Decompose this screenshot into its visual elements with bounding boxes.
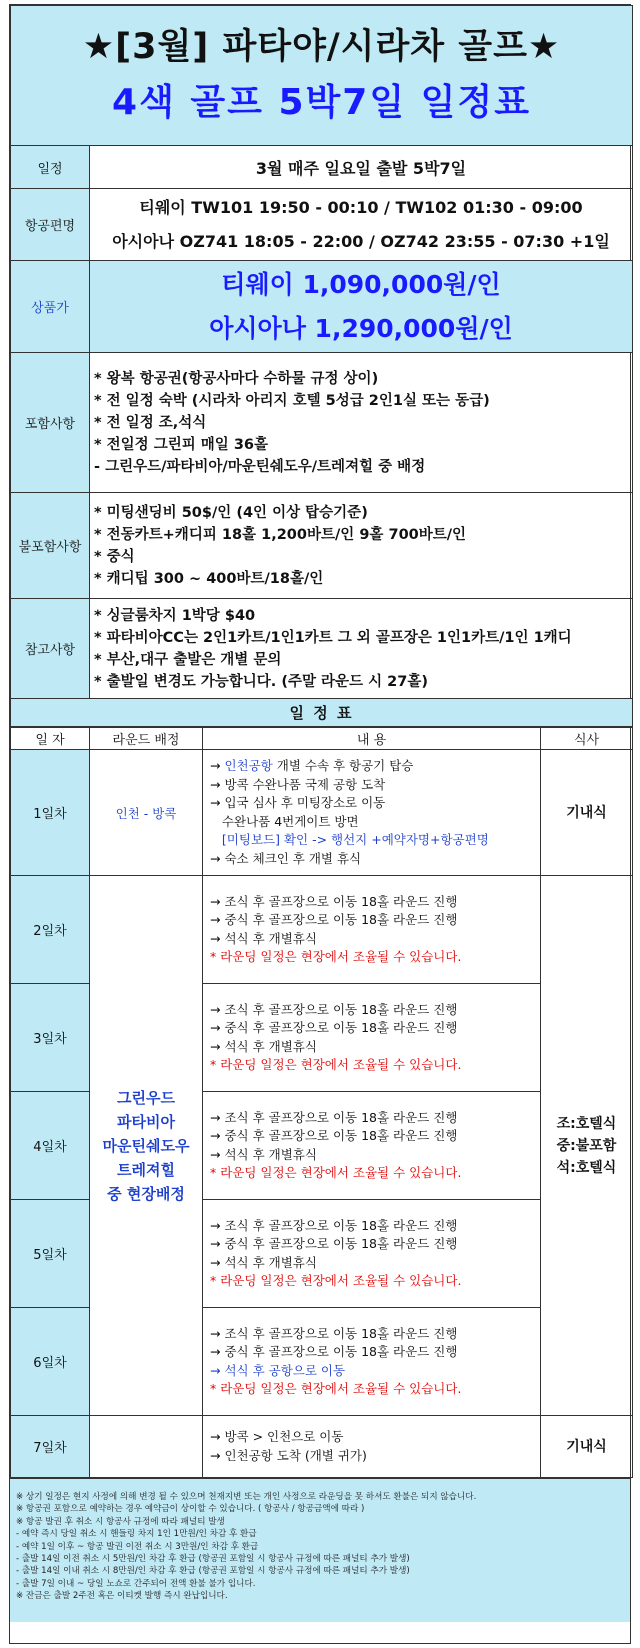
itinerary-table [10, 727, 633, 1478]
price-line-tway: 티웨이 1,090,000원/인 [221, 269, 501, 299]
list-item: * 부산,대구 출발은 개별 문의 [94, 651, 282, 668]
list-item: * 전일정 그린피 매일 36홀 [94, 436, 269, 453]
included-list [90, 353, 633, 493]
list-item: * 캐디팁 300 ~ 400바트/18홀/인 [94, 570, 324, 587]
day-label: 1일차 [11, 750, 90, 876]
list-item: * 전 일정 조,석식 [94, 414, 207, 431]
list-item: * 싱글룸차지 1박당 $40 [94, 607, 256, 624]
footer-line: ※ 잔금은 출발 2주전 혹은 이티켓 발행 즉시 완납입니다. [16, 1591, 228, 1602]
day-label: 4일차 [11, 1092, 90, 1200]
notes-list [90, 599, 633, 699]
flight-line-asiana: 아시아나 OZ741 18:05 - 22:00 / OZ742 23:55 - 07:30 +1일 [112, 231, 610, 251]
flight-value [90, 189, 633, 261]
content-line: → 인천공항 개별 수속 후 항공기 탑승 [210, 758, 414, 773]
footer-line: - 출발 14일 이전 취소 시 5만원/인 차감 후 환급 (항공권 포함일 시 항공사 규정에 따른 패널티 추가 발생) [16, 1554, 410, 1565]
list-item: * 왕복 항공권(항공사마다 수하물 규정 상이) [94, 370, 379, 387]
footer-line: ※ 항공 발권 후 취소 시 항공사 규정에 따라 패널티 발생 [16, 1516, 225, 1527]
content-line: → 방콕 수완나품 국제 공항 도착 [210, 776, 386, 792]
footer-line: - 예약 1일 이후 ~ 항공 발권 이전 취소 시 3만원/인 차감 후 환급 [16, 1541, 259, 1552]
table-row [11, 1416, 633, 1478]
info-table [10, 5, 633, 727]
content-line: [미팅보드] 확인 -> 행선지 +예약자명+항공편명 [221, 832, 489, 847]
main-title: ★[3월] 파타야/시라차 골프★ [82, 26, 561, 67]
header-day: 일 자 [11, 728, 90, 750]
list-item: - 그린우드/파타비아/마운틴쉐도우/트레져힐 중 배정 [94, 458, 426, 475]
itinerary-document [9, 4, 631, 1644]
golf-meal-cell: 조:호텔식 중:불포함 석:호텔식 [541, 876, 633, 1416]
sub-title: 4색 골프 5박7일 일정표 [112, 81, 531, 123]
list-item: * 전 일정 숙박 (시라차 아리지 호텔 5성급 2인1실 또는 동급) [94, 392, 490, 409]
footer-line: - 출발 14일 이내 취소 시 8만원/인 차감 후 환급 (항공권 포함일 시 항공사 규정에 따른 패널티 추가 발생) [16, 1566, 410, 1577]
price-value [90, 261, 633, 353]
header-round: 라운드 배정 [90, 728, 203, 750]
table-row [11, 750, 633, 876]
content-line: → 입국 심사 후 미팅장소로 이동 [210, 795, 386, 810]
price-line-asiana: 아시아나 1,290,000원/인 [209, 313, 513, 343]
footer-notes [10, 1478, 630, 1622]
header-meal: 식사 [541, 728, 633, 750]
day-label: 6일차 [11, 1308, 90, 1416]
itinerary-title: 일 정 표 [11, 699, 633, 727]
footer-line: - 예약 즉시 당일 취소 시 핸들링 차지 1인 1만원/인 차감 후 환급 [16, 1529, 257, 1540]
notes-label: 참고사항 [11, 599, 90, 699]
content-cell: → 조식 후 골프장으로 이동 18홀 라운드 진행 → 중식 후 골프장으로 이동 18홀 라운드 진행 → 석식 후 개별휴식 * 라운딩 일정은 현장에서 조율될 수 있습니다. [203, 984, 541, 1092]
table-row [11, 876, 633, 984]
footer-line: - 출발 7일 이내 ~ 당일 노쇼로 간주되어 전액 환불 불가 입니다. [16, 1578, 256, 1589]
content-line: → 숙소 체크인 후 개별 휴식 [210, 850, 362, 866]
day-label: 7일차 [11, 1416, 90, 1478]
day-label: 3일차 [11, 984, 90, 1092]
content-cell: → 조식 후 골프장으로 이동 18홀 라운드 진행 → 중식 후 골프장으로 이동 18홀 라운드 진행 → 석식 후 공항으로 이동 * 라운딩 일정은 현장에서 조율될 수 있습니다. [203, 1308, 541, 1416]
day-label: 5일차 [11, 1200, 90, 1308]
flight-label: 항공편명 [11, 189, 90, 261]
route-cell-empty [90, 1416, 203, 1478]
list-item: * 출발일 변경도 가능합니다. (주말 라운드 시 27홀) [94, 673, 428, 690]
meal-cell: 기내식 [541, 1416, 633, 1478]
route-cell: 인천 - 방콕 [90, 750, 203, 876]
list-item: * 전동카트+캐디피 18홀 1,200바트/인 9홀 700바트/인 [94, 526, 467, 543]
title-block [11, 6, 633, 146]
golf-route-cell: 그린우드 파타비아 마운틴쉐도우 트레져힐 중 현장배정 [90, 876, 203, 1416]
content-cell: → 방콕 > 인천으로 이동 → 인천공항 도착 (개별 귀가) [203, 1416, 541, 1478]
list-item: * 파타비아CC는 2인1카트/1인1카트 그 외 골프장은 1인1카트/1인 1캐디 [94, 629, 572, 646]
content-cell: → 조식 후 골프장으로 이동 18홀 라운드 진행 → 중식 후 골프장으로 이동 18홀 라운드 진행 → 석식 후 개별휴식 * 라운딩 일정은 현장에서 조율될 수 있습니다. [203, 876, 541, 984]
list-item: * 미팅샌딩비 50$/인 (4인 이상 탑승기준) [94, 504, 368, 521]
footer-line: ※ 상기 일정은 현지 사정에 의해 변경 될 수 있으며 천재지변 또는 개인 사정으로 라운딩을 못 하셔도 환불은 되지 않습니다. [16, 1492, 477, 1502]
list-item: * 중식 [94, 548, 135, 565]
content-cell [203, 750, 541, 876]
schedule-label: 일정 [11, 146, 90, 189]
itinerary-header-row [11, 728, 633, 750]
included-label: 포함사항 [11, 353, 90, 493]
day-label: 2일차 [11, 876, 90, 984]
content-line: 수완나품 4번게이트 방면 [210, 813, 359, 829]
content-cell: → 조식 후 골프장으로 이동 18홀 라운드 진행 → 중식 후 골프장으로 이동 18홀 라운드 진행 → 석식 후 개별휴식 * 라운딩 일정은 현장에서 조율될 수 있습니다. [203, 1200, 541, 1308]
header-content: 내 용 [203, 728, 541, 750]
content-cell: → 조식 후 골프장으로 이동 18홀 라운드 진행 → 중식 후 골프장으로 이동 18홀 라운드 진행 → 석식 후 개별휴식 * 라운딩 일정은 현장에서 조율될 수 있습니다. [203, 1092, 541, 1200]
flight-line-tway: 티웨이 TW101 19:50 - 00:10 / TW102 01:30 - 09:00 [139, 197, 583, 217]
excluded-label: 불포함사항 [11, 493, 90, 599]
excluded-list [90, 493, 633, 599]
price-label: 상품가 [11, 261, 90, 353]
meal-cell: 기내식 [541, 750, 633, 876]
schedule-value: 3월 매주 일요일 출발 5박7일 [90, 146, 633, 189]
footer-line: ※ 항공권 포함으로 예약하는 경우 예약금이 상이할 수 있습니다. ( 항공사 / 항공금액에 따라 ) [16, 1504, 365, 1515]
